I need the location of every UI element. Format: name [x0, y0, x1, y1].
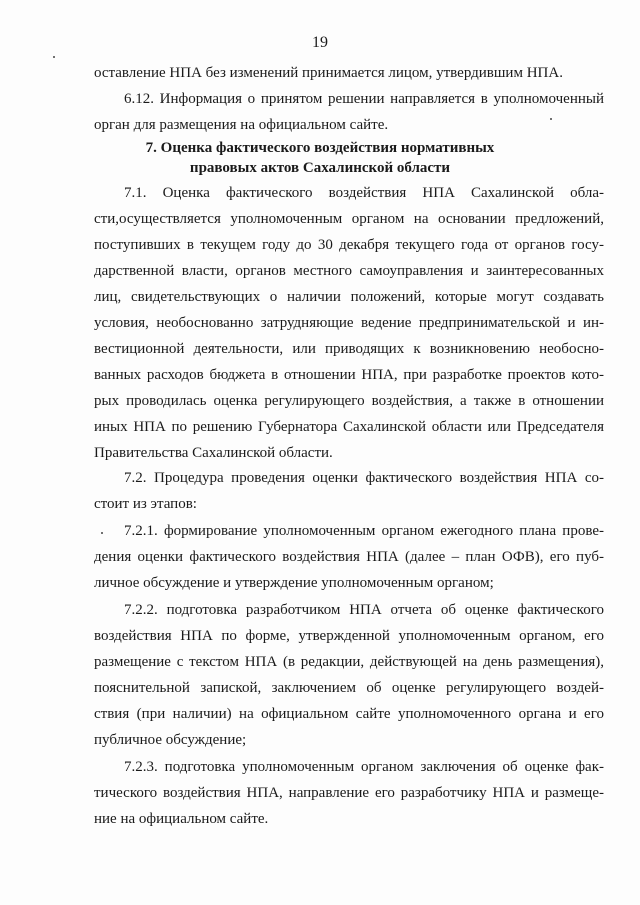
- scan-speck: [53, 56, 55, 58]
- text-line: размещение с текстом НПА (в редакции, действующей на день размещения),: [94, 654, 604, 670]
- text-line: воздействия НПА по форме, утвержденной уполномоченным органом, его: [94, 628, 604, 644]
- text-line: 7.1. Оценка фактического воздействия НПА Сахалинской обла-: [124, 185, 604, 201]
- text-line: рых проводилась оценка регулирующего воздействия, а также в отношении: [94, 393, 604, 409]
- page-number: 19: [312, 34, 328, 51]
- text-line: ние на официальном сайте.: [94, 811, 269, 827]
- text-line: ванных расходов бюджета в отношении НПА, при разработке проектов кото-: [94, 367, 604, 383]
- text-line: иных НПА по решению Губернатора Сахалинской области или Председателя: [94, 419, 604, 435]
- text-line: 6.12. Информация о принятом решении направляется в уполномоченный: [124, 91, 604, 107]
- section-heading: 7. Оценка фактического воздействия нормативных: [145, 140, 495, 156]
- text-line: стоит из этапов:: [94, 496, 197, 512]
- text-line: орган для размещения на официальном сайте.: [94, 117, 389, 133]
- text-line: сти,осуществляется уполномоченным органом на основании предложений,: [94, 211, 604, 227]
- text-line: Правительства Сахалинской области.: [94, 445, 333, 461]
- text-line: условия, необоснованно затрудняющие ведение предпринимательской и ин-: [94, 315, 604, 331]
- text-line: дарственной власти, органов местного самоуправления и заинтересованных: [94, 263, 604, 279]
- text-line: 7.2.1. формирование уполномоченным органом ежегодного плана прове-: [124, 523, 604, 539]
- text-line: пояснительной запиской, заключением об оценке регулирующего воздей-: [94, 680, 604, 696]
- section-heading: правовых актов Сахалинской области: [189, 160, 451, 176]
- text-line: 7.2.2. подготовка разработчиком НПА отчета об оценке фактического: [124, 602, 604, 618]
- text-line: тического воздействия НПА, направление его разработчику НПА и размеще-: [94, 785, 604, 801]
- text-line: 7.2. Процедура проведения оценки фактического воздействия НПА со-: [124, 470, 604, 486]
- text-line: оставление НПА без изменений принимается лицом, утвердившим НПА.: [94, 65, 563, 81]
- scan-speck: [101, 532, 103, 534]
- text-line: лиц, свидетельствующих о наличии положений, которые могут создавать: [94, 289, 604, 305]
- text-line: ствия (при наличии) на официальном сайте уполномоченного органа и его: [94, 706, 604, 722]
- text-line: 7.2.3. подготовка уполномоченным органом заключения об оценке фак-: [124, 759, 604, 775]
- text-line: дения оценки фактического воздействия НПА (далее – план ОФВ), его пуб-: [94, 549, 604, 565]
- text-line: поступивших в текущем году до 30 декабря текущего года от органов госу-: [94, 237, 604, 253]
- text-line: вестиционной деятельности, или приводящих к возникновению необосно-: [94, 341, 604, 357]
- text-line: личное обсуждение и утверждение уполномоченным органом;: [94, 575, 494, 591]
- text-line: публичное обсуждение;: [94, 732, 247, 748]
- scan-speck: [550, 118, 552, 120]
